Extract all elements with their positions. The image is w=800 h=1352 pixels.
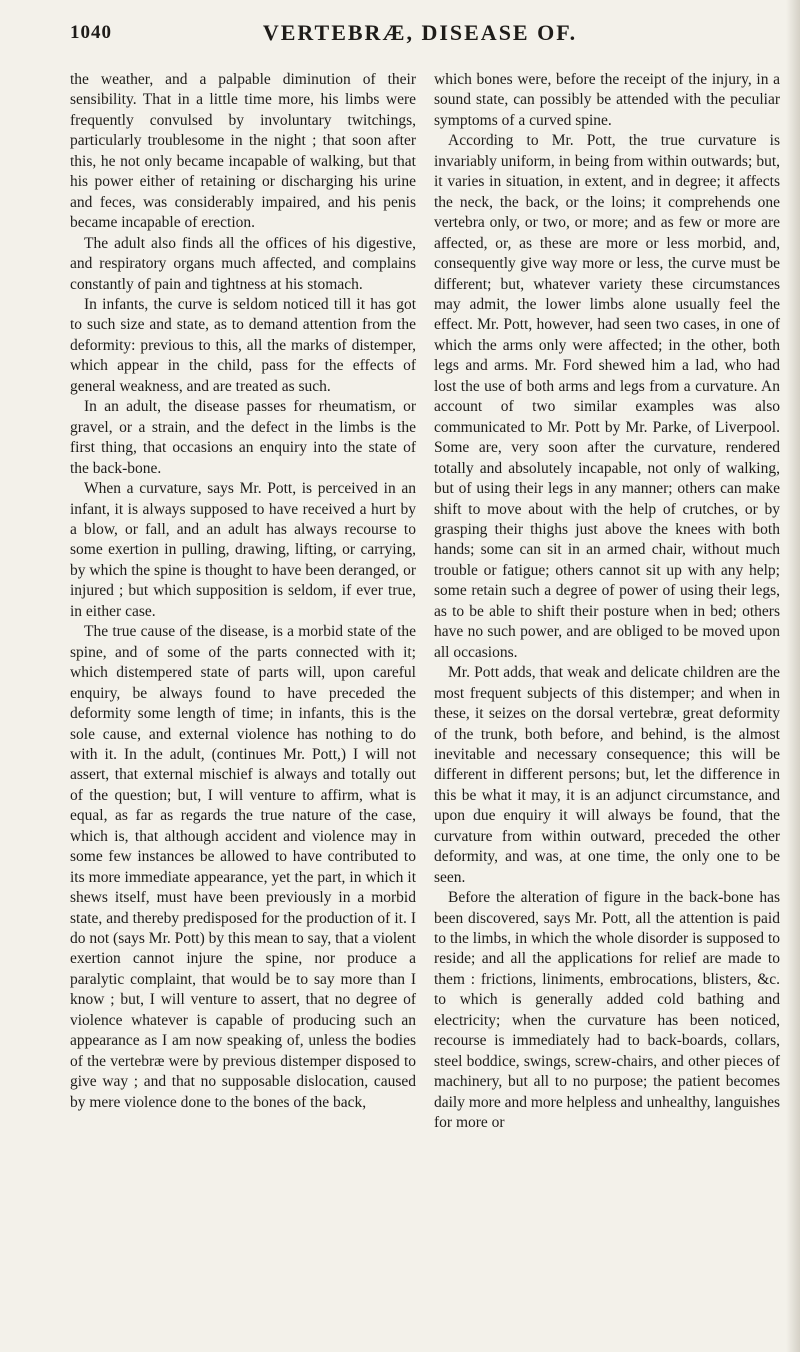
page-edge-shadow [786,0,800,1352]
paragraph: In infants, the curve is seldom noticed till it has got to such size and state, as to demand attention from the deformity: previous to this, all the marks of distemper, which appear in the child, pass for the effects of general weakness, and are treated as such. [70,295,416,395]
paragraph: When a curvature, says Mr. Pott, is perceived in an infant, it is always supposed to have received a hurt by a blow, or fall, and an adult has always recourse to some exertion in pulling, drawing, lifting, or carrying, by which the spine is thought to have been deranged, or injured ; but which supposition is seldom, if ever true, in either case. [70,480,416,620]
paragraph: Before the alteration of figure in the back-bone has been discovered, says Mr. Pott, all the attention is paid to the limbs, in which the whole disorder is supposed to reside; and all the applications for relief are made to them : frictions, liniments, embrocations, blisters, &c. to which is generally added cold bathing and electricity; when the curvature has been noticed, recourse is immediately had to back-boards, collars, steel boddice, swings, screw-chairs, and other pieces of machinery, but all to no purpose; the patient becomes daily more and more helpless and unhealthy, languishes for more or [434,889,780,1132]
text-columns [70,70,782,1134]
running-head: VERTEBRÆ, DISEASE OF. [262,20,578,45]
paragraph: The adult also finds all the offices of his digestive, and respiratory organs much affected, and complains constantly of pain and tightness at his stomach. [70,234,416,293]
paragraph: According to Mr. Pott, the true curvature is invariably uniform, in being from within outwards; but, it varies in situation, in extent, and in degree; it affects the neck, the back, or the loins; it comprehends one vertebra only, or two, or more; and as few or more are affected, or, as these are more or less morbid, and, consequently give way more or less, the curve must be different; but, whatever variety these circumstances may admit, the lower limbs alone usually feel the effect. Mr. Pott, however, had seen two cases, in one of which the arms only were affected; in the other, both legs and arms. Mr. Ford shewed him a lad, who had lost the use of both arms and legs from a curvature. An account of two similar examples was also communicated to Mr. Pott by Mr. Parke, of Liverpool. Some are, very soon after the curvature, rendered totally and absolutely incapable, not only of walking, but of using their legs in any manner; others can make shift to move about with the help of crutches, or by grasping their thighs just above the knees with both hands; some can sit in an armed chair, without much trouble or fatigue; others cannot sit up with any help; some retain such a degree of power of using their legs, as to be able to shift their posture when in bed; others have no such power, and are obliged to be moved upon all occasions. [434,132,780,661]
paragraph: Mr. Pott adds, that weak and delicate children are the most frequent subjects of this distemper; and when in these, it seizes on the dorsal vertebræ, great deformity of the trunk, both before, and behind, is the almost inevitable and necessary consequence; this will be different in different persons; but, let the difference in this be what it may, it is an adjunct circumstance, and upon due enquiry it will always be found, that the curvature from within outward, preceded the other deformity, and was, at one time, the only one to be seen. [434,664,780,886]
paragraph: the weather, and a palpable diminution of their sensibility. That in a little time more, his limbs were frequently convulsed by involuntary twitchings, particularly troublesome in the night ; that soon after this, he not only became incapable of walking, but that his power either of retaining or discharging his urine and feces, was considerably impaired, and his penis became incapable of erection. [70,71,416,232]
paragraph: which bones were, before the receipt of the injury, in a sound state, can possibly be attended with the peculiar symptoms of a curved spine. [434,71,780,129]
paragraph: In an adult, the disease passes for rheumatism, or gravel, or a strain, and the defect in the limbs is the first thing, that occasions an enquiry into the state of the back-bone. [70,398,416,477]
left-column [70,70,416,1134]
paragraph: The true cause of the disease, is a morbid state of the spine, and of some of the parts connected with it; which distempered state of parts will, upon careful enquiry, be always found to have preceded the deformity some length of time; in infants, this is the sole cause, and external violence has nothing to do with it. In the adult, (continues Mr. Pott,) I will not assert, that external mischief is always and totally out of the question; but, I will venture to affirm, what is equal, as far as regards the true nature of the case, which is, that although accident and violence may in some few instances be allowed to have contributed to its more immediate appearance, yet the part, in which it shews itself, must have been previously in a morbid state, and thereby predisposed for the production of it. I do not (says Mr. Pott) by this mean to say, that a violent exertion cannot injure the spine, nor produce a paralytic complaint, that would be to say more than I know ; but, I will venture to assert, that no degree of violence whatever is capable of producing such an appearance as I am now speaking of, unless the bodies of the vertebræ were by previous distemper disposed to give way ; and that no supposable dislocation, caused by mere violence done to the bones of the back, [70,623,416,1111]
right-column [434,70,780,1134]
page-header [70,20,770,54]
page-number: 1040 [70,22,112,43]
